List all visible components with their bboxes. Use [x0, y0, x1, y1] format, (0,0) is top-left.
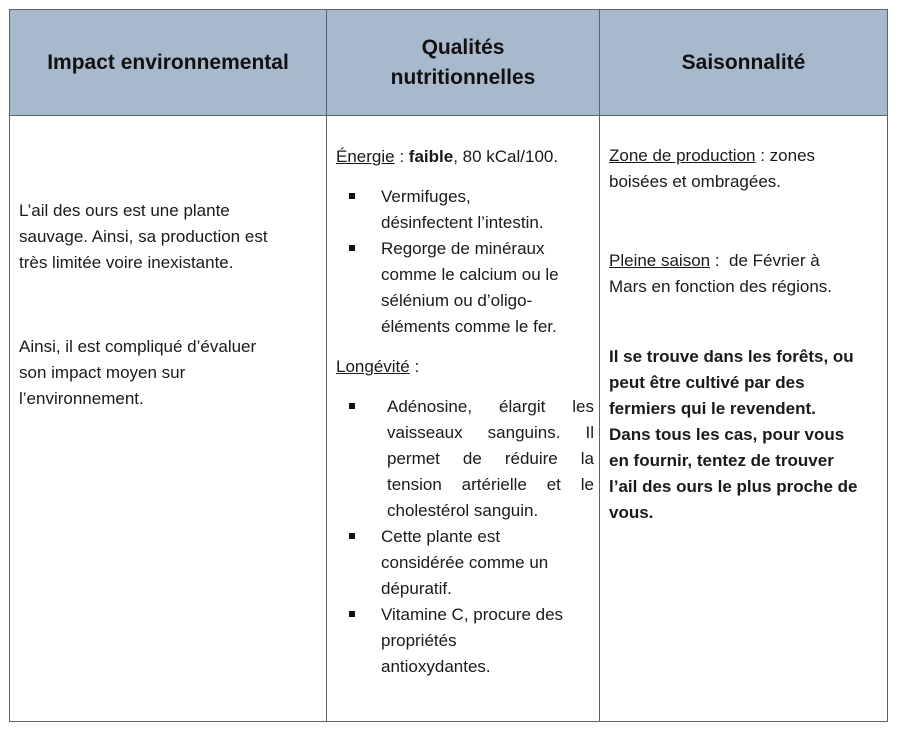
cell-saisonnalite	[600, 116, 887, 721]
list-item-line: considérée comme un	[381, 553, 549, 572]
list-item-line: antioxydantes.	[381, 657, 491, 676]
pleine-text: de Février à	[719, 251, 820, 270]
note-line: fermiers qui le revendent.	[609, 399, 816, 418]
energie-colon: :	[394, 147, 405, 166]
list-item-line: Vitamine C, procure des	[381, 605, 564, 624]
zone-text: zones	[764, 146, 816, 165]
impact-p2-line: Ainsi, il est compliqué d’évaluer	[19, 337, 257, 356]
list-item	[336, 524, 596, 602]
impact-paragraph-1	[19, 198, 326, 276]
list-item-line: cholestérol sanguin.	[387, 501, 539, 520]
header-qualites-line1: Qualités	[421, 35, 505, 59]
list-item-line: permet de réduire la	[387, 449, 594, 468]
energie-bold: faible	[408, 147, 454, 166]
list-item-line: comme le calcium ou le	[381, 265, 559, 284]
note-line: vous.	[609, 503, 654, 522]
list-item-line: propriétés	[381, 631, 457, 650]
list-item-line: Cette plante est	[381, 527, 501, 546]
zone-text-line2: boisées et ombragées.	[609, 172, 781, 191]
header-qualites	[326, 10, 600, 116]
energie-line	[336, 144, 596, 170]
note-line: l’ail des ours le plus proche de	[609, 477, 858, 496]
impact-paragraph-2	[19, 334, 326, 412]
list-item-line: vaisseaux sanguins. Il	[387, 423, 594, 442]
list-item	[336, 184, 596, 236]
note-line: Il se trouve dans les forêts, ou	[609, 347, 854, 366]
list-item-line: sélénium ou d’oligo-	[381, 291, 533, 310]
longevite-line	[336, 354, 596, 380]
energie-list	[336, 184, 596, 340]
impact-p1-line: sauvage. Ainsi, sa production est	[19, 227, 268, 246]
energie-label: Énergie	[336, 147, 395, 166]
note-line: peut être cultivé par des	[609, 373, 805, 392]
list-item-line: Vermifuges,	[381, 187, 471, 206]
impact-p2-line: son impact moyen sur	[19, 363, 186, 382]
pleine-text-line2: Mars en fonction des régions.	[609, 277, 833, 296]
note-line: en fournir, tentez de trouver	[609, 451, 834, 470]
header-saisonnalite-label: Saisonnalité	[681, 50, 806, 74]
list-item-line: éléments comme le fer.	[381, 317, 557, 336]
pleine-colon: :	[710, 251, 720, 270]
zone-label: Zone de production	[609, 146, 756, 165]
cell-impact	[10, 116, 326, 721]
list-item-line: Regorge de minéraux	[381, 239, 545, 258]
header-saisonnalite	[600, 10, 887, 116]
list-item	[336, 602, 596, 680]
list-item-line: Adénosine, élargit les	[387, 397, 594, 416]
zone-block	[609, 143, 883, 195]
impact-p1-line: très limitée voire inexistante.	[19, 253, 234, 272]
pleine-block	[609, 248, 883, 300]
longevite-label: Longévité	[336, 357, 410, 376]
longevite-list	[336, 394, 596, 680]
header-qualites-line2: nutritionnelles	[390, 65, 536, 89]
longevite-colon: :	[409, 357, 420, 376]
list-item	[336, 394, 596, 524]
list-item	[336, 236, 596, 340]
note-block	[609, 344, 883, 526]
list-item-line: dépuratif.	[381, 579, 452, 598]
list-item-line: tension artérielle et le	[387, 475, 594, 494]
pleine-label: Pleine saison	[609, 251, 711, 270]
header-impact	[10, 10, 326, 116]
impact-p2-line: l’environnement.	[19, 389, 144, 408]
list-item-line: désinfectent l’intestin.	[381, 213, 544, 232]
nutrition-table	[9, 9, 888, 722]
header-impact-label: Impact environnemental	[47, 50, 289, 74]
zone-colon: :	[755, 146, 765, 165]
note-line: Dans tous les cas, pour vous	[609, 425, 845, 444]
impact-p1-line: L’ail des ours est une plante	[19, 201, 230, 220]
cell-qualites	[326, 116, 600, 721]
energie-value: , 80 kCal/100.	[453, 147, 559, 166]
